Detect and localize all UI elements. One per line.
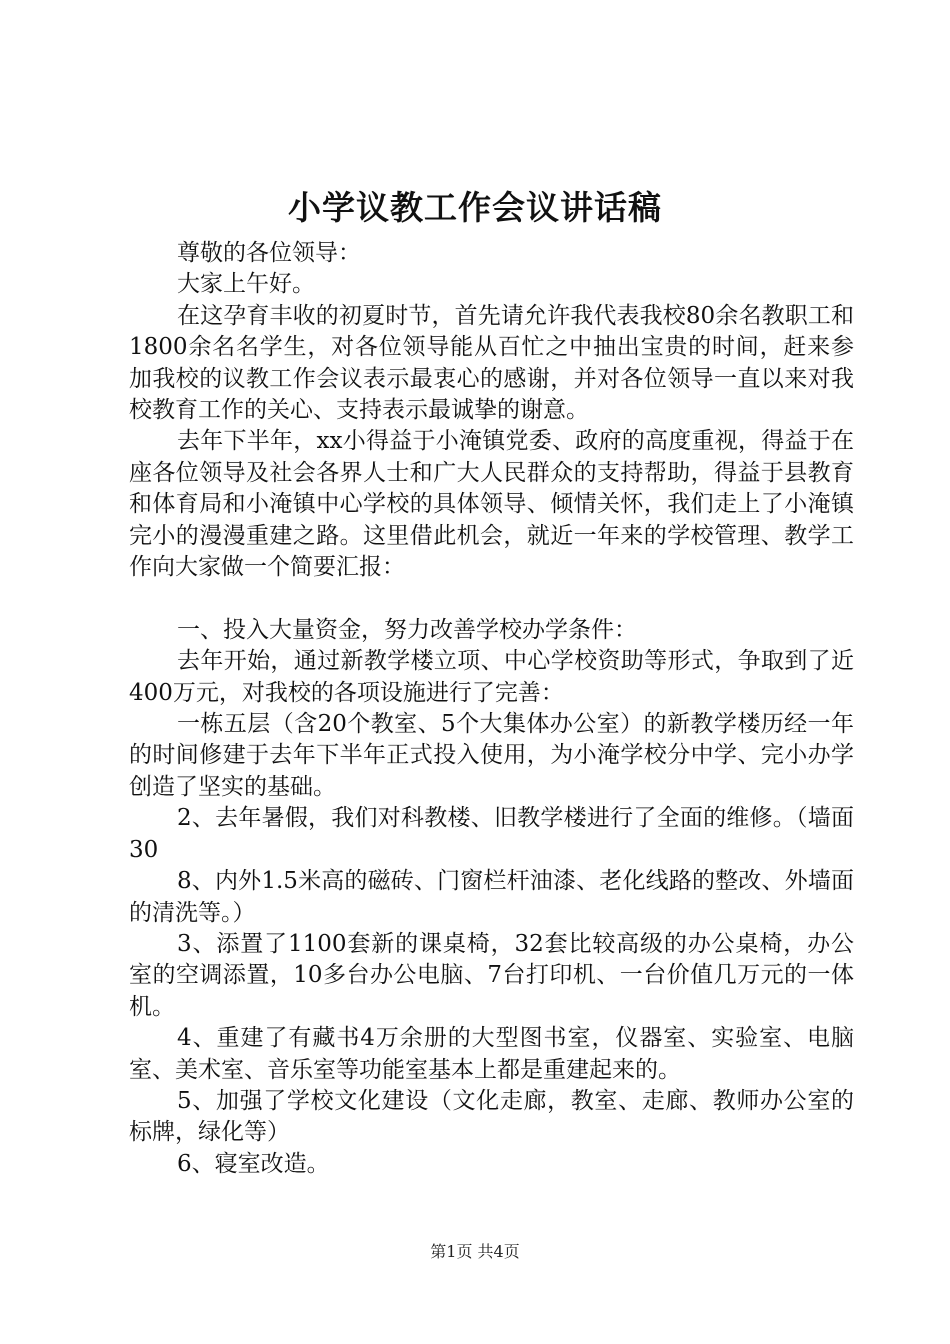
list-item-2: 2、去年暑假，我们对科教楼、旧教学楼进行了全面的维修。（墙面30 [129,805,854,863]
list-item-6: 6、寝室改造。 [177,1150,330,1177]
paragraph-spacer [129,583,854,614]
paragraph-funding: 去年开始，通过新教学楼立项、中心学校资助等形式，争取到了近400万元，对我校的各项设施进行了完善： [129,648,854,706]
list-item-8: 8、内外1.5米高的磁砖、门窗栏杆油漆、老化线路的整改、外墙面的清洗等。） [129,868,854,926]
section-heading-1: 一、投入大量资金，努力改善学校办学条件： [177,616,637,643]
document-title: 小学议教工作会议讲话稿 [288,188,662,227]
paragraph-new-building: 一栋五层（含20个教室、5个大集体办公室）的新教学楼历经一年的时间修建于去年下半年正式投入使用，为小淹学校分中学、完小办学创造了坚实的基础。 [129,711,854,800]
paragraph-background: 去年下半年，xx小得益于小淹镇党委、政府的高度重视，得益于在座各位领导及社会各界人士和广大人民群众的支持帮助，得益于县教育和体育局和小淹镇中心学校的具体领导、倾情关怀，我们走上了小淹镇完小的漫漫重建之路。这里借此机会，就近一年来的学校管理、教学工作向大家做一个简要汇报： [129,428,854,581]
salutation: 尊敬的各位领导： [177,240,361,266]
paragraph-thanks: 在这孕育丰收的初夏时节，首先请允许我代表我校80余名教职工和1800余名名学生，对各位领导能从百忙之中抽出宝贵的时间，赶来参加我校的议教工作会议表示最衷心的感谢，并对各位领导一直以来对我校教育工作的关心、支持表示最诚挚的谢意。 [129,302,854,424]
greeting: 大家上午好。 [177,271,315,298]
list-item-3: 3、添置了1100套新的课桌椅，32套比较高级的办公桌椅，办公室的空调添置，10多台办公电脑、7台打印机、一台价值几万元的一体机。 [129,930,854,1020]
page-number-footer: 第1页 共4页 [430,1242,520,1261]
document-body [129,238,854,1180]
list-item-5: 5、加强了学校文化建设（文化走廊，教室、走廊、教师办公室的标牌，绿化等） [129,1087,854,1146]
list-item-4: 4、重建了有藏书4万余册的大型图书室，仪器室、实验室、电脑室、美术室、音乐室等功能室基本上都是重建起来的。 [129,1025,854,1083]
